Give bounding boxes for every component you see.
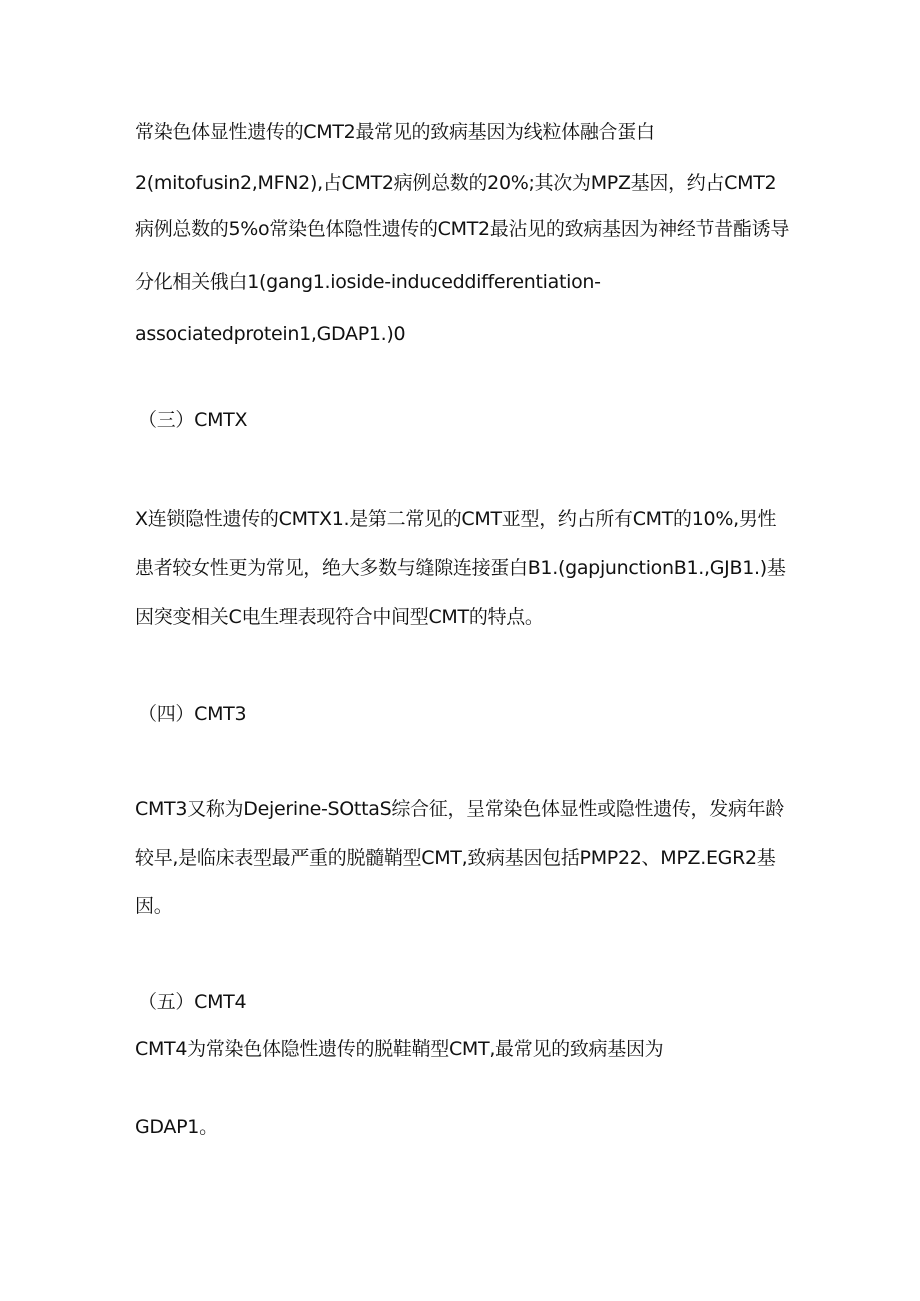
heading-cmt3: （四）CMT3 — [138, 703, 247, 725]
paragraph-cmtx-line-3: 因突变相关C电生理表现符合中间型CMT的特点。 — [135, 606, 544, 628]
paragraph-cmt3-line-2: 较早,是临床表型最严重的脱髓鞘型CMT,致病基因包括PMP22、MPZ.EGR2基 — [135, 847, 776, 869]
paragraph-cmt4-line-2: GDAP1。 — [135, 1116, 218, 1138]
paragraph-cmtx-line-1: X连锁隐性遗传的CMTX1.是第二常见的CMT亚型，约占所有CMT的10%,男性 — [135, 508, 777, 530]
paragraph-cmt2-line-2: 2(mitofusin2,MFN2),占CMT2病例总数的20%;其次为MPZ基因，约占CMT2 — [135, 172, 777, 194]
heading-cmt4: （五）CMT4 — [138, 991, 247, 1013]
paragraph-cmt2-line-1: 常染色体显性遗传的CMT2最常见的致病基因为线粒体融合蛋白 — [135, 121, 655, 143]
paragraph-cmt3-line-1: CMT3又称为Dejerine-SOttaS综合征，呈常染色体显性或隐性遗传，发病年龄 — [135, 798, 785, 820]
paragraph-cmt2-line-3: 病例总数的5%o常染色体隐性遗传的CMT2最沾见的致病基因为神经节昔酯诱导 — [135, 218, 790, 240]
paragraph-cmt2-line-4: 分化相关俄白1(gang1.ioside-induceddifferentiation- — [135, 271, 601, 293]
paragraph-cmt4-line-1: CMT4为常染色体隐性遗传的脱鞋鞘型CMT,最常见的致病基因为 — [135, 1038, 664, 1060]
paragraph-cmtx-line-2: 患者较女性更为常见，绝大多数与缝隙连接蛋白B1.(gapjunctionB1.,GJB1.)基 — [135, 557, 786, 579]
paragraph-cmt3-line-3: 因。 — [135, 895, 173, 917]
paragraph-cmt2-line-5: associatedprotein1,GDAP1.)0 — [135, 323, 406, 345]
heading-cmtx: （三）CMTX — [138, 409, 248, 431]
